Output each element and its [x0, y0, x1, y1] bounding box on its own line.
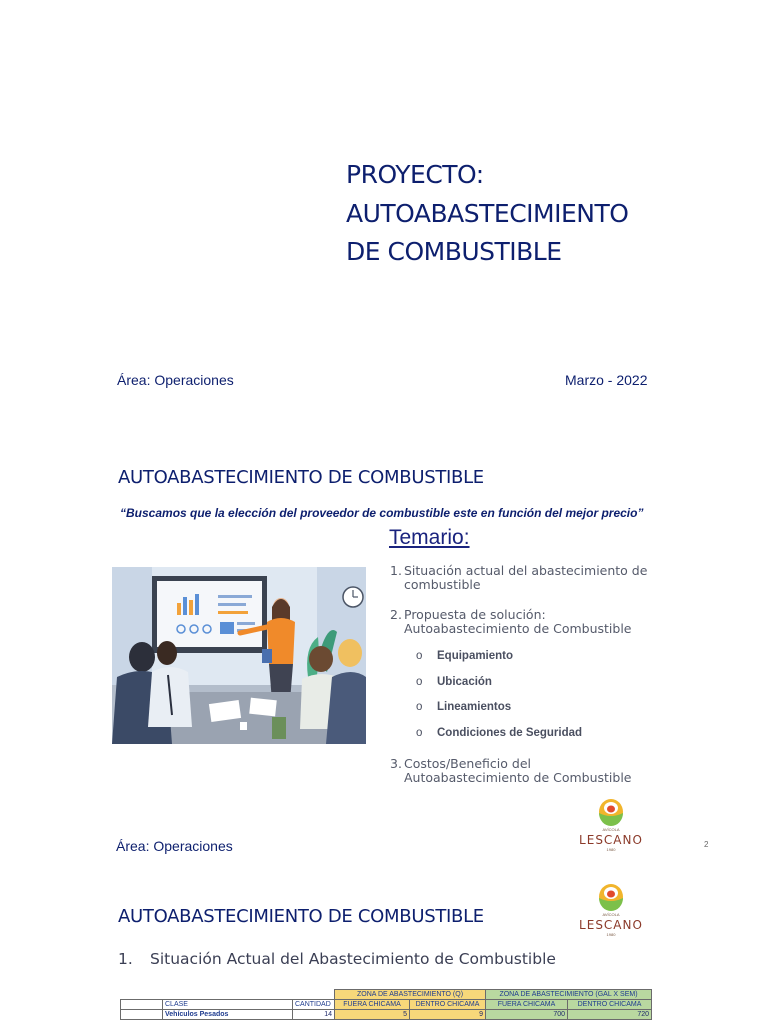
agenda-item-3-num: 3.	[390, 756, 402, 771]
agenda-item-1-line-1: Situación actual del abastecimiento de	[404, 563, 648, 578]
table-group-header: ZONA DE ABASTECIMIENTO (GAL X SEM)	[486, 990, 652, 1000]
table-cell: 700	[486, 1010, 568, 1020]
bullet-icon: o	[416, 727, 423, 739]
logo-name: LESCANO	[579, 833, 643, 847]
table-header: CANTIDAD	[293, 1000, 335, 1010]
logo-tagline: AVÍCOLA	[602, 912, 620, 917]
date-label: Marzo - 2022	[565, 372, 648, 388]
table-cell: 720	[568, 1010, 652, 1020]
agenda-subitem	[416, 649, 513, 663]
table-cell: 14	[293, 1010, 335, 1020]
bullet-icon: o	[416, 676, 423, 688]
subitem-label: Condiciones de Seguridad	[437, 727, 583, 739]
subitem-label: Equipamiento	[437, 650, 514, 662]
table-group-header: ZONA DE ABASTECIMIENTO (Q)	[335, 990, 486, 1000]
agenda-item-2-num: 2.	[390, 607, 402, 622]
logo-name: LESCANO	[579, 918, 643, 932]
table-group-row	[121, 990, 652, 1000]
fuel-supply-table	[120, 989, 652, 1020]
subitem-label: Ubicación	[437, 676, 492, 688]
bullet-icon: o	[416, 650, 423, 662]
page-number: 2	[704, 840, 709, 849]
agenda-item-1-line-2: combustible	[404, 577, 481, 592]
project-title	[346, 156, 628, 272]
table-cell: 9	[410, 1010, 486, 1020]
slide2-heading: AUTOABASTECIMIENTO DE COMBUSTIBLE	[118, 467, 484, 488]
subitem-label: Lineamientos	[437, 701, 512, 713]
area-label: Área: Operaciones	[117, 372, 234, 388]
table-cell: 5	[335, 1010, 410, 1020]
agenda-item-2-line-1: Propuesta de solución:	[404, 607, 546, 622]
agenda-item-1-num: 1.	[390, 563, 402, 578]
lescano-logo	[575, 797, 647, 853]
agenda-subitem	[416, 700, 511, 714]
table-header-row	[121, 1000, 652, 1010]
agenda-item-3-line-2: Autoabastecimiento de Combustible	[404, 770, 632, 785]
temario-title: Temario:	[389, 526, 470, 549]
meeting-illustration	[112, 567, 366, 744]
lescano-logo	[575, 882, 647, 938]
agenda-item-2-line-2: Autoabastecimiento de Combustible	[404, 621, 632, 636]
table-header: DENTRO CHICAMA	[568, 1000, 652, 1010]
table-header: FUERA CHICAMA	[486, 1000, 568, 1010]
agenda-subitem	[416, 675, 492, 689]
table-row	[121, 1010, 652, 1020]
table-header: CLASE	[163, 1000, 293, 1010]
area-label: Área: Operaciones	[116, 838, 233, 854]
slide2-quote: “Buscamos que la elección del proveedor de combustible este en función del mejor precio”	[120, 506, 644, 520]
title-line-1: PROYECTO:	[346, 160, 484, 189]
section-number: 1.	[118, 950, 133, 968]
title-line-2: AUTOABASTECIMIENTO	[346, 198, 629, 228]
agenda-subitem	[416, 726, 582, 740]
table-cell: Vehículos Pesados	[163, 1010, 293, 1020]
logo-tagline: AVÍCOLA	[602, 827, 620, 832]
title-line-3: DE COMBUSTIBLE	[346, 237, 562, 266]
slide3-heading: AUTOABASTECIMIENTO DE COMBUSTIBLE	[118, 906, 484, 927]
logo-year: 1980	[606, 847, 616, 852]
table-header: FUERA CHICAMA	[335, 1000, 410, 1010]
agenda-item-3-line-1: Costos/Beneficio del	[404, 756, 531, 771]
bullet-icon: o	[416, 701, 423, 713]
section-title-text: Situación Actual del Abastecimiento de Combustible	[150, 950, 556, 968]
table-header: DENTRO CHICAMA	[410, 1000, 486, 1010]
logo-year: 1980	[606, 932, 616, 937]
section-title	[118, 950, 556, 968]
